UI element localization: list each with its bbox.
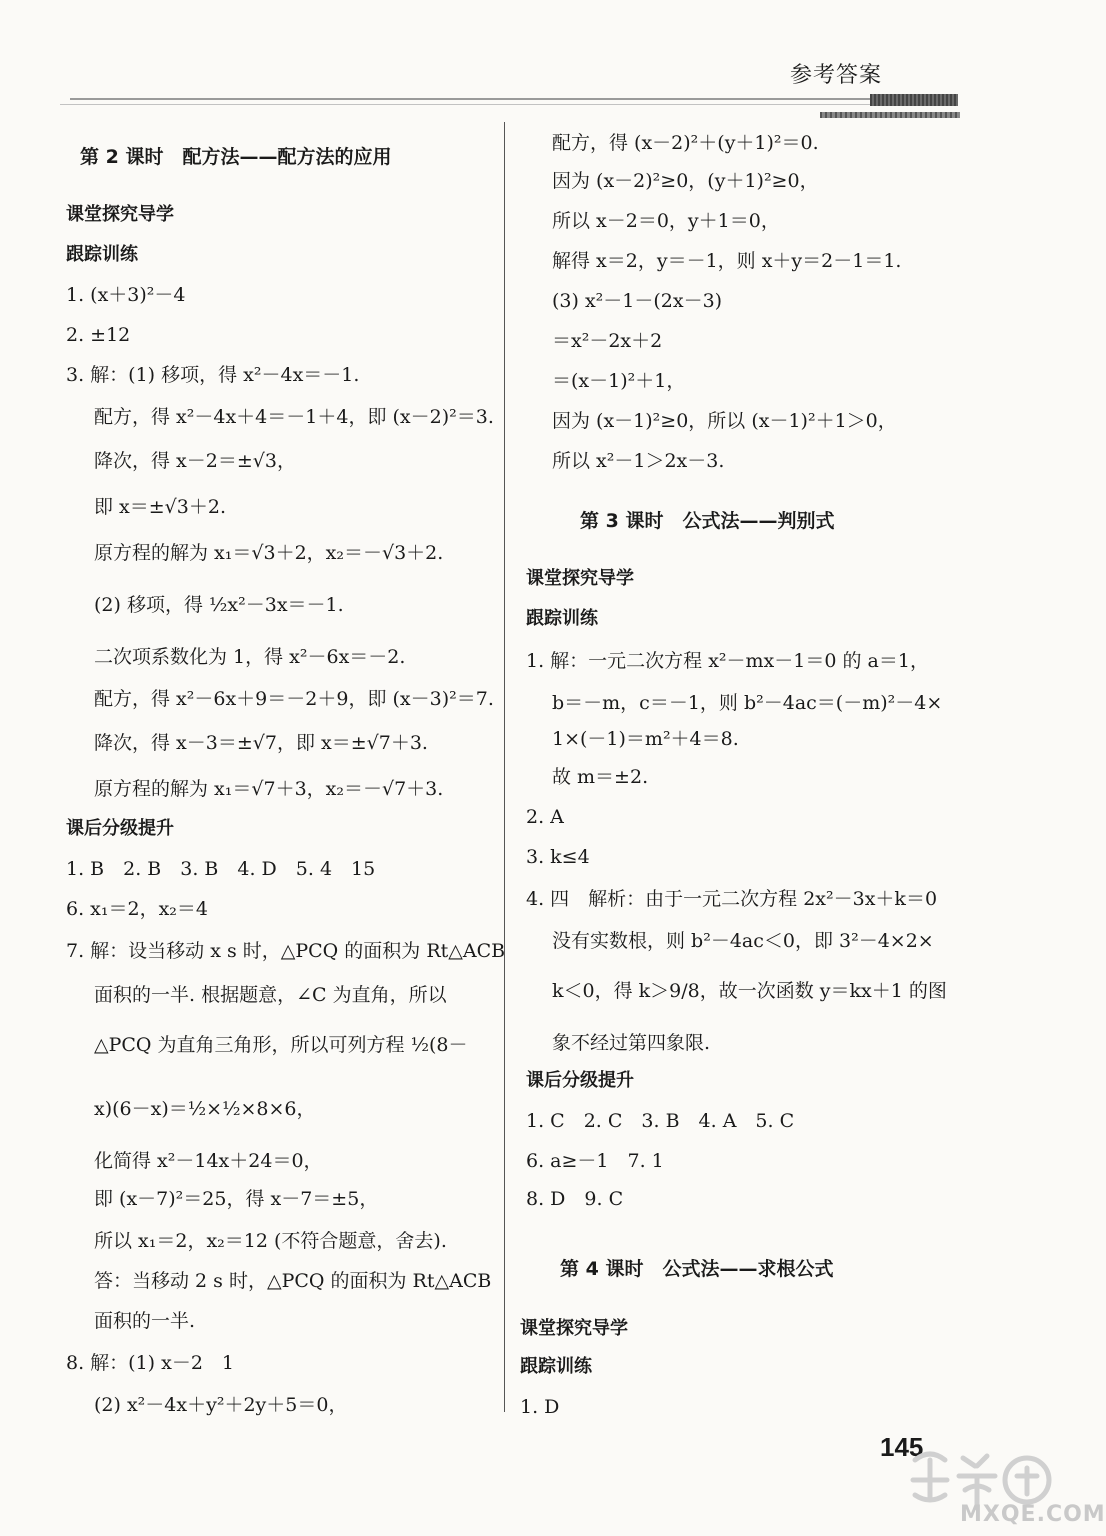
page-number: 145 [880,1432,924,1462]
section-heading: 跟踪训练 [520,1356,592,1377]
answer-line: 即 x＝±√3＋2. [94,496,226,518]
answer-line: (2) x²－4x＋y²＋2y＋5＝0， [94,1394,348,1416]
answer-line: 所以 x₁＝2，x₂＝12 (不符合题意，舍去). [94,1230,447,1252]
answer-line: 答：当移动 2 s 时，△PCQ 的面积为 Rt△ACB [94,1270,492,1292]
header-decoration-2 [820,112,960,118]
answer-line: 1. C 2. C 3. B 4. A 5. C [526,1110,795,1132]
answer-line: 面积的一半. [94,1310,196,1332]
answer-line: 配方，得 x²－6x＋9＝－2＋9，即 (x－3)²＝7. [94,688,494,710]
answer-line: 即 (x－7)²＝25，得 x－7＝±5， [94,1188,379,1210]
column-divider [504,122,505,1412]
header-rule-thin [60,104,900,105]
answer-line: ＝(x－1)²＋1， [552,370,686,392]
answer-line: 3. 解：(1) 移项，得 x²－4x＝－1. [66,364,360,386]
section-heading: 跟踪训练 [66,244,138,265]
answer-line: b＝－m，c＝－1，则 b²－4ac＝(－m)²－4× [552,692,943,714]
answer-line: △PCQ 为直角三角形，所以可列方程 ½(8－ [94,1034,468,1056]
page-header [0,0,1059,130]
answer-line: 1×(－1)＝m²＋4＝8. [552,728,739,750]
answer-line: k＜0，得 k＞9/8，故一次函数 y＝kx＋1 的图 [552,980,947,1002]
answer-line: 象不经过第四象限. [552,1032,711,1054]
answer-line: 4. 四 解析：由于一元二次方程 2x²－3x＋k＝0 [526,888,938,910]
answer-line: 没有实数根，则 b²－4ac＜0，即 3²－4×2× [552,930,934,952]
answer-line: 因为 (x－2)²≥0，(y＋1)²≥0， [552,170,819,192]
lesson-title: 第 3 课时 公式法——判别式 [580,510,835,532]
lesson-title: 第 2 课时 配方法——配方法的应用 [80,146,392,168]
answer-line: ＝x²－2x＋2 [552,330,663,352]
answer-line: 解得 x＝2，y＝－1，则 x＋y＝2－1＝1. [552,250,902,272]
answer-line: 1. 解：一元二次方程 x²－mx－1＝0 的 a＝1， [526,650,929,672]
header-title: 参考答案 [790,63,883,88]
section-heading: 课后分级提升 [526,1070,634,1091]
answer-line: 8. D 9. C [526,1188,624,1210]
answer-line: 1. (x＋3)²－4 [66,284,186,306]
answer-line: 8. 解：(1) x－2 1 [66,1352,235,1374]
section-heading: 课后分级提升 [66,818,174,839]
answer-line: 1. D [520,1396,560,1418]
section-heading: 跟踪训练 [526,608,598,629]
watermark-text: MXQE.COM [960,1502,1106,1527]
answer-line: 故 m＝±2. [552,766,649,788]
header-decoration [870,94,958,106]
answer-line: (3) x²－1－(2x－3) [552,290,723,312]
section-heading: 课堂探究导学 [66,204,174,225]
answer-line: (2) 移项，得 ½x²－3x＝－1. [94,594,344,616]
answer-line: 所以 x－2＝0，y＋1＝0， [552,210,780,232]
answer-line: 二次项系数化为 1，得 x²－6x＝－2. [94,646,406,668]
answer-line: 原方程的解为 x₁＝√3＋2，x₂＝－√3＋2. [94,542,444,564]
answer-line: 降次，得 x－3＝±√7，即 x＝±√7＋3. [94,732,428,754]
answer-line: 6. x₁＝2，x₂＝4 [66,898,209,920]
answer-line: 1. B 2. B 3. B 4. D 5. 4 15 [66,858,376,880]
answer-line: 6. a≥－1 7. 1 [526,1150,664,1172]
header-rule [70,98,870,100]
answer-line: 因为 (x－1)²≥0，所以 (x－1)²＋1＞0， [552,410,897,432]
answer-line: 2. ±12 [66,324,131,346]
section-heading: 课堂探究导学 [520,1318,628,1339]
answer-line: 3. k≤4 [526,846,590,868]
answer-line: 所以 x²－1＞2x－3. [552,450,725,472]
answer-line: 配方，得 x²－4x＋4＝－1＋4，即 (x－2)²＝3. [94,406,494,428]
answer-line: 2. A [526,806,564,828]
answer-line: 化简得 x²－14x＋24＝0， [94,1150,323,1172]
answer-line: 配方，得 (x－2)²＋(y＋1)²＝0. [552,132,819,154]
section-heading: 课堂探究导学 [526,568,634,589]
answer-line: 原方程的解为 x₁＝√7＋3，x₂＝－√7＋3. [94,778,444,800]
answer-line: 7. 解：设当移动 x s 时，△PCQ 的面积为 Rt△ACB [66,940,506,962]
lesson-title: 第 4 课时 公式法——求根公式 [560,1258,834,1280]
answer-line: 面积的一半. 根据题意，∠C 为直角，所以 [94,984,447,1006]
answer-line: x)(6－x)＝½×½×8×6， [94,1098,316,1120]
answer-line: 降次，得 x－2＝±√3， [94,450,296,472]
